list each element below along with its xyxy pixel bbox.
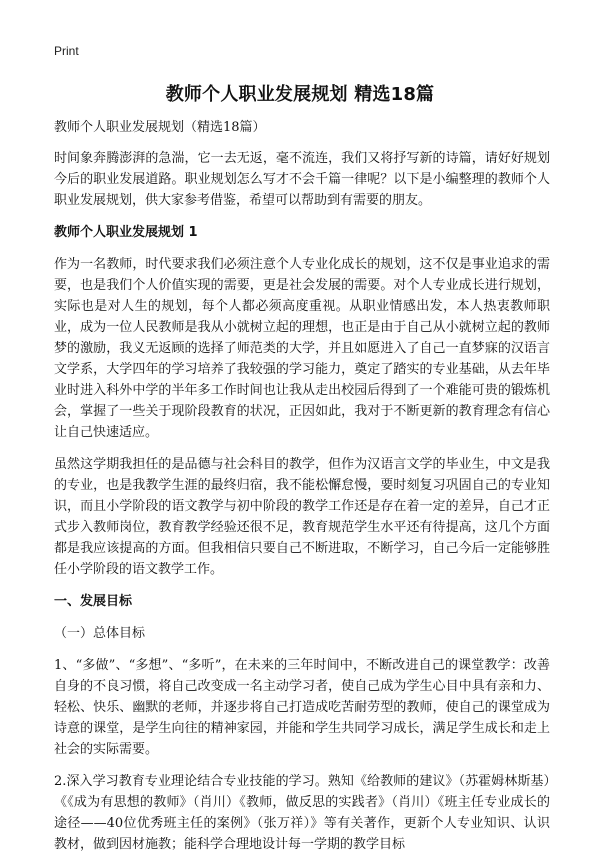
goal-item-2: 2.深入学习教育专业理论结合专业技能的学习。熟知《给教师的建议》（苏霍姆林斯基）《《成为有思想的教师》（肖川）《教师，做反思的实践者》（肖川）《班主任专业成长的途径——40位优秀班主任的案例》（张万祥）》等有关著作，更新个人专业知识、认识教材，做到因材施教；能科学合理地设计每一学期的教学目标 [54, 774, 550, 852]
print-label: Print [54, 44, 79, 58]
document-subtitle: 教师个人职业发展规划（精选18篇） [54, 120, 266, 135]
section1-paragraph-1: 作为一名教师，时代要求我们必须注意个人专业化成长的规划，这不仅是事业追求的需要，也是我们个人价值实现的需要，更是社会发展的需要。对个人专业成长进行规划，实际也是对人生的规划，每个人都必须高度重视。从职业情感出发，本人热衷教师职业，成为一位人民教师是我从小就树立起的理想，也正是由于自己从小就树立起的教师梦的激励，我义无返顾的选择了师范类的大学，并且如愿进入了自己一直梦寐的汉语言文学系，大学四年的学习培养了我较强的学习能力，奠定了踏实的专业基础，从去年毕业时进入科外中学的半年多工作时间也让我从走出校园后得到了一个难能可贵的锻炼机会，掌握了一些关于现阶段教育的状况，正因如此，我对于不断更新的教育理念有信心让自己快速适应。 [54, 257, 550, 440]
overall-goal-heading: （一）总体目标 [54, 626, 146, 641]
section-heading-1: 教师个人职业发展规划 1 [54, 225, 198, 240]
section1-paragraph-2: 虽然这学期我担任的是品德与社会科目的教学，但作为汉语言文学的毕业生，中文是我的专业，也是我教学生涯的最终归宿，我不能松懈怠慢，要时刻复习巩固自己的专业知识，而且小学阶段的语文教学与初中阶段的教学工作还是存在着一定的差异，自己才正式步入教师岗位，教育教学经验还很不足，教育规范学生水平还有待提高，这几个方面都是我应该提高的方面。但我相信只要自己不断进取，不断学习，自己今后一定能够胜任小学阶段的语文教学工作。 [54, 457, 550, 577]
intro-paragraph: 时间象奔腾澎湃的急湍，它一去无返，毫不流连，我们又将抒写新的诗篇，请好好规划今后的职业发展道路。职业规划怎么写才不会千篇一律呢？以下是小编整理的教师个人职业发展规划，供大家参考借鉴，希望可以帮助到有需要的朋友。 [54, 151, 550, 208]
goal-item-1: 1、“多做”、“多想”、“多听”，在未来的三年时间中，不断改进自己的课堂教学：改善自身的不良习惯，将自己改变成一名主动学习者，使自己成为学生心目中具有亲和力、轻松、快乐、幽默的老师，并逐步将自己打造成吃苦耐劳型的教师，使自己的课堂成为诗意的课堂，是学生向往的精神家园，并能和学生共同学习成长，满足学生成长和走上社会的实际需要。 [54, 658, 550, 757]
goals-heading: 一、发展目标 [54, 594, 133, 609]
document-title: 教师个人职业发展规划 精选18篇 [165, 84, 435, 105]
document-body [54, 117, 550, 866]
